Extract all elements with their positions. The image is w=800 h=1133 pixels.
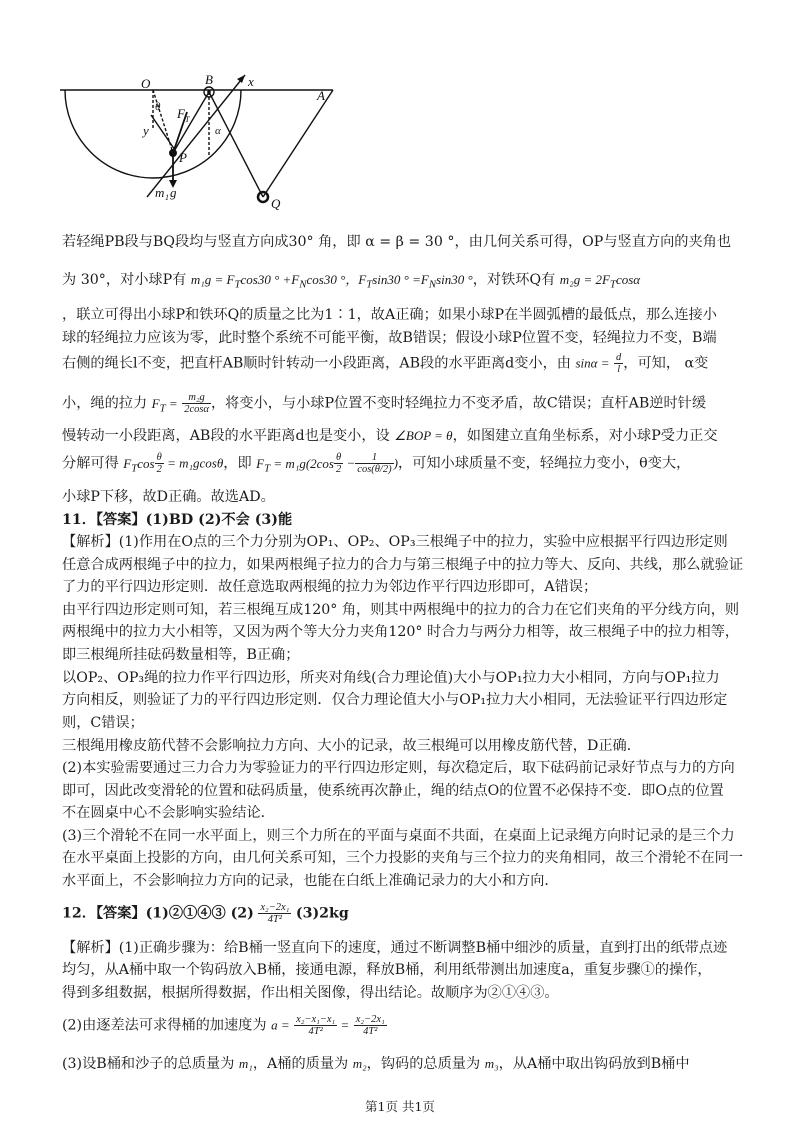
label-m1g: m [155, 185, 165, 200]
text-line-14: 由平行四边形定则可知，若三根绳互成120° 角，则其中两根绳中的拉力的合力在它们夹角的平分线方向，则 [62, 602, 740, 618]
fraction-accel-2: $\frac{\text{x₂−2x₁}}{\text{4T²}}$ [355, 1014, 385, 1037]
answer-12: 12．【答案】(1)②①④③ (2) $\frac{\text{x₂−2x₁}}{\text{4T²}}$ (3)2kg [62, 902, 349, 925]
text-line-20: 三根绳用橡皮筋代替不会影响拉力方向、大小的记录，故三根绳可以用橡皮筋代替，D正确． [62, 738, 641, 754]
equation-ball-p: $m_1g = F_T\cos 30$ ° $+F_N\cos 30$ ° [190, 272, 346, 291]
text-line-4: 球的轻绳拉力应该为零，此时整个系统不可能平衡，故B错误；假设小球P位置不变，轻绳拉力不变，B端 [62, 330, 717, 346]
text-line-23: 不在圆桌中心不会影响实验结论． [62, 805, 275, 821]
physics-diagram [55, 70, 355, 215]
label-x: x [248, 74, 254, 89]
text-line-2: 为 30°，对小球P有 $m_1g = F_T\cos 30$ ° $+F_N\cos 30$ °，$F_T\sin 30$ ° $=F_N\sin 30$ °，对铁环Q有 $m_2g = 2F_T\cos\alpha$ [62, 272, 641, 291]
label-m1g-g: g [170, 185, 177, 200]
label-A: A [317, 88, 325, 103]
text-line-5: 右侧的绳长l不变，把直杆AB顺时针转动一小段距离，AB段的水平距离d变小，由 sinα = $\frac{d}{l}$ ，可知， α变 [62, 352, 709, 375]
rope-PB [173, 92, 209, 153]
fraction-accel-1: $\frac{\text{x₂−x₁−x₁}}{\text{4T²}}$ [296, 1014, 336, 1037]
label-theta: θ [155, 101, 161, 113]
label-O: O [141, 76, 151, 91]
text-line-8: 分解可得 $F_T\cos$ $\frac{\theta}{2}$ = m₁gcosθ，即 $F_T = m_1g(2\cos$ $\frac{\theta}{2}$ − $\frac{1}{\cos(\theta/2)}$ )，可知小球质量不变，轻绳拉力变小，θ变大， [62, 452, 691, 475]
fraction-d-over-l: $\frac{d}{l}$ [616, 352, 622, 375]
text-line-28: 【解析】(1)正确步骤为：给B桶一竖直向下的速度，通过不断调整B桶中细沙的质量，直到打出的纸带点迹 [62, 940, 728, 956]
text-line-26: 水平面上，不会影响拉力方向的记录，也能在白纸上准确记录力的大小和方向． [62, 873, 559, 889]
label-alpha: α [215, 125, 221, 137]
answer-11: 11．【答案】(1)BD (2)不会 (3)能 [62, 512, 293, 528]
text-line-13: 了力的平行四边形定则．故任意选取两根绳的拉力为邻边作平行四边形即可，A错误； [62, 579, 598, 595]
x-arrowhead [237, 75, 245, 83]
label-m1g-sub: 1 [165, 193, 169, 202]
text-line-30: 得到多组数据，根据所得数据，作出相关图像，得出结论。故顺序为②①④③。 [62, 985, 559, 1001]
text-line-15: 两根绳中的拉力大小相等，又因为两个等大分力夹角120° 时合力与两分力相等，故三根绳子中的拉力相等， [62, 624, 740, 640]
text-line-22: 即可，因此改变滑轮的位置和砝码质量，使系统再次静止，绳的结点O的位置不必保持不变．即O点的位置 [62, 783, 724, 799]
text-line-9: 小球P下移，故D正确。故选AD。 [62, 489, 275, 505]
text-line-31: (2)由逐差法可求得桶的加速度为 a = $\frac{\text{x₂−x₁−x₁}}{\text{4T²}}$ = $\frac{\text{x₂−2x₁}}{\text{4T²}}$ [62, 1014, 385, 1037]
label-B: B [205, 72, 213, 87]
label-P: P [179, 150, 187, 165]
x-axis [147, 75, 245, 197]
text-line-29: 均匀，从A桶中取一个钩码放入B桶，接通电源，释放B桶，利用纸带测出加速度a，重复步骤①的操作， [62, 962, 712, 978]
label-FT-sub: T [185, 115, 190, 124]
text-line-3: ，联立可得出小球P和铁环Q的质量之比为1∶1，故A正确；如果小球P在半圆弧槽的最低点，那么连接小 [62, 307, 717, 323]
text-line-12: 任意合成两根绳子中的拉力，如果两根绳子拉力的合力与第三根绳子中的拉力等大、反向、共线，那么就验证 [62, 557, 744, 573]
label-y: y [143, 123, 149, 138]
text-line-18: 方向相反，则验证了力的平行四边形定则．仅合力理论值大小与OP₁拉力大小相同，无法验证平行四边形定 [62, 692, 728, 708]
fraction-tension: $\frac{\text{m₂g}}{2\cos\alpha}$ [184, 392, 209, 415]
text-line-19: 则，C错误； [62, 715, 144, 731]
label-FT: F [177, 106, 185, 121]
text-line-7: 慢转动一小段距离，AB段的水平距离d也是变小，设 ∠BOP = θ，如图建立直角坐标系，对小球P受力正交 [62, 428, 718, 444]
text-line-16: 即三根绳所挂砝码数量相等，B正确； [62, 647, 300, 663]
text-line-1: 若轻绳PB段与BQ段均与竖直方向成30° 角，即 α = β = 30 °，由几何关系可得，OP与竖直方向的夹角也 [62, 234, 732, 250]
text-line-11: 【解析】(1)作用在O点的三个力分别为OP₁、OP₂、OP₃三根绳子中的拉力，实验中应根据平行四边形定则 [62, 534, 728, 550]
page-footer: 第1页 共1页 [365, 1099, 435, 1114]
label-Q: Q [271, 196, 281, 211]
text-line-24: (3)三个滑轮不在同一水平面上，则三个力所在的平面与桌面不共面，在桌面上记录绳方向时记录的是三个力 [62, 828, 735, 844]
text-line-17: 以OP₂、OP₃绳的拉力作平行四边形，所夹对角线(合力理论值)大小与OP₁拉力大小相同，方向与OP₁拉力 [62, 670, 720, 686]
text-line-25: 在水平桌面上投影的方向，由几何关系可知，三个力投影的夹角与三个拉力的夹角相同，故三个滑轮不在同一 [62, 850, 744, 866]
text-line-21: (2)本实验需要通过三力合力为零验证力的平行四边形定则，每次稳定后，取下砝码前记录好节点与力的方向 [62, 760, 735, 776]
rope-BQ [263, 90, 333, 197]
ball-P [169, 149, 177, 157]
text-line-6: 小，绳的拉力 $F_T$ = $\frac{\text{m₂g}}{2\cos\alpha}$ ，将变小，与小球P位置不变时轻绳拉力不变矛盾，故C错误；直杆AB逆时针缓 [62, 392, 707, 415]
equation-ring-q: $m_2g = 2F_T\cos\alpha$ [559, 272, 641, 291]
text-line-32: (3)设B桶和沙子的总质量为 m₁，A桶的质量为 m₂，钩码的总质量为 m₃，从A桶中取出钩码放到B桶中 [62, 1056, 690, 1072]
fraction-answer-12-2: $\frac{\text{x₂−2x₁}}{\text{4T²}}$ [260, 902, 290, 925]
rod-AB [209, 92, 263, 197]
